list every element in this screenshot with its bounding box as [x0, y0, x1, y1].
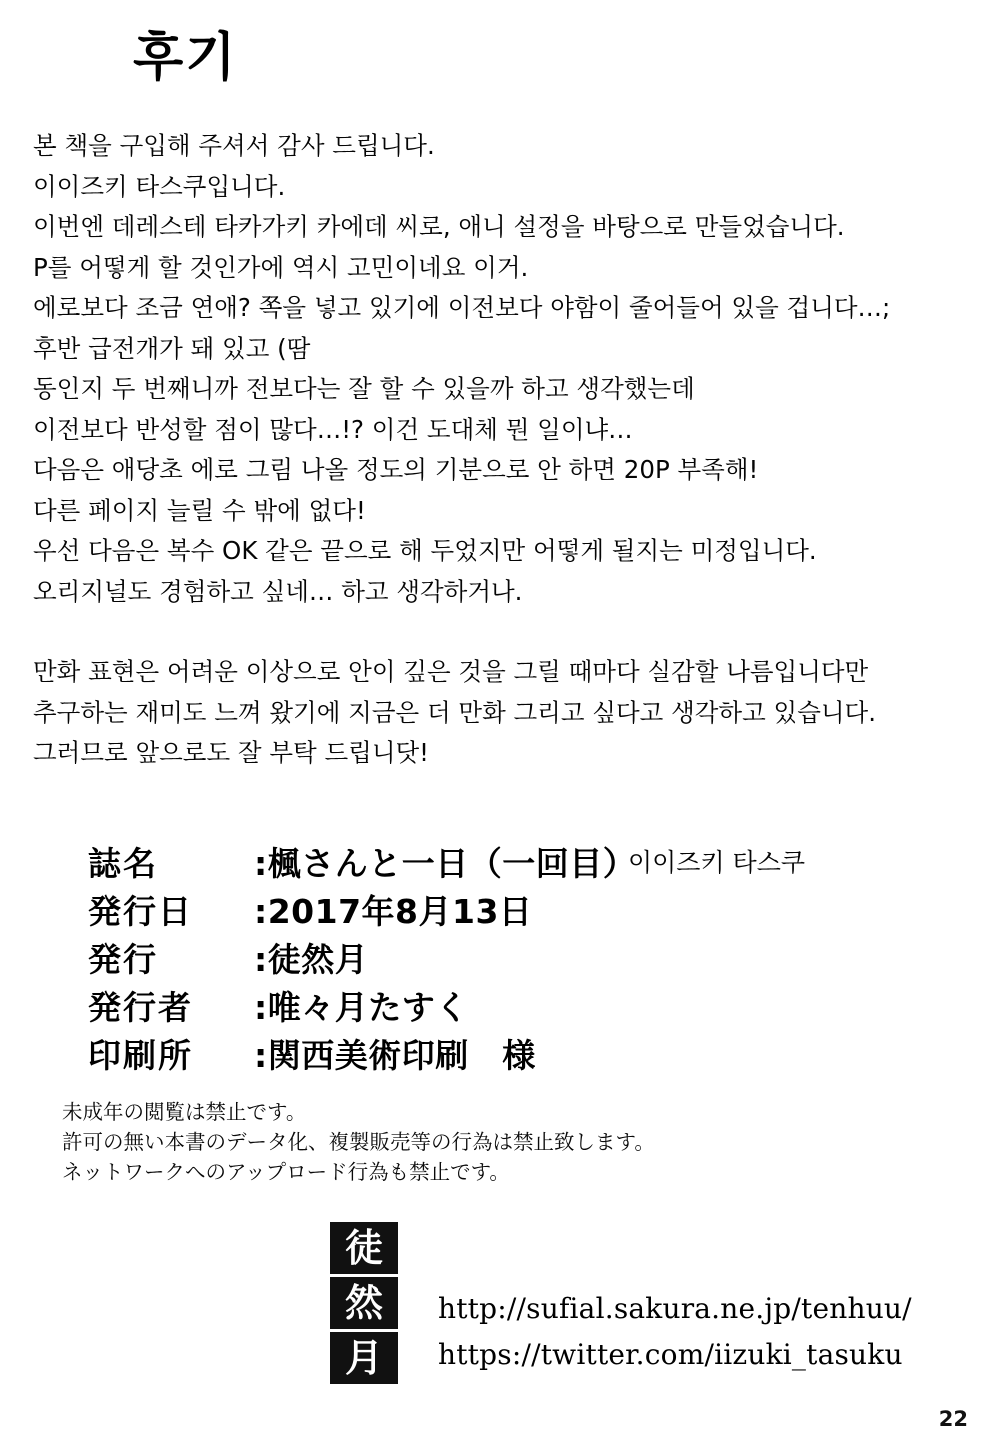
- colophon-value: :関西美術印刷 様: [254, 1036, 536, 1075]
- table-row: [88, 984, 636, 1032]
- afterword-line: 만화 표현은 어려운 이상으로 안이 깊은 것을 그릴 때마다 실감할 나름입니다만: [33, 657, 869, 686]
- publisher-logo: [330, 1222, 402, 1390]
- colophon-label: 発行: [88, 940, 158, 979]
- afterword-line: 동인지 두 번째니까 전보다는 잘 할 수 있을까 하고 생각했는데: [33, 374, 695, 403]
- colophon-value: :唯々月たすく: [254, 988, 469, 1027]
- afterword-line: 이번엔 데레스테 타카가키 카에데 씨로, 애니 설정을 바탕으로 만들었습니다.: [33, 212, 845, 241]
- logo-char: 月: [330, 1332, 398, 1384]
- page-number: 22: [938, 1407, 968, 1431]
- page-title: 후기: [133, 28, 238, 88]
- colophon-value: :楓さんと一日（一回目）: [254, 844, 637, 883]
- paragraph-spacer: [33, 612, 953, 652]
- afterword-line: 추구하는 재미도 느껴 왔기에 지금은 더 만화 그리고 싶다고 생각하고 있습니다.: [33, 697, 877, 727]
- afterword-line: P를 어떻게 할 것인가에 역시 고민이네요 이거.: [33, 252, 529, 282]
- twitter-url[interactable]: https://twitter.com/iizuki_tasuku: [438, 1338, 903, 1371]
- afterword-text: [33, 126, 953, 774]
- afterword-line: 본 책을 구입해 주셔서 감사 드립니다.: [33, 131, 435, 160]
- colophon-value: :2017年8月13日: [254, 892, 533, 931]
- afterword-line: 우선 다음은 복수 OK 같은 끝으로 해 두었지만 어떻게 될지는 미정입니다.: [33, 536, 817, 565]
- afterword-line: 이전보다 반성할 점이 많다…!? 이건 도대체 뭔 일이냐…: [33, 414, 633, 444]
- logo-char: 徒: [330, 1222, 398, 1274]
- colophon-block: [88, 840, 968, 1080]
- colophon-label: 誌名: [88, 844, 158, 883]
- notice-line: ネットワークへのアップロード行為も禁止です。: [62, 1160, 510, 1184]
- table-row: [88, 936, 636, 984]
- afterword-line: 후반 급전개가 돼 있고 (땀: [33, 333, 311, 363]
- afterword-line: 이이즈키 타스쿠입니다.: [33, 171, 286, 201]
- afterword-line: 다른 페이지 늘릴 수 밖에 없다!: [33, 495, 366, 525]
- colophon-label: 印刷所: [88, 1036, 193, 1075]
- colophon-table: [88, 840, 636, 1080]
- afterword-line: 오리지널도 경험하고 싶네… 하고 생각하거나.: [33, 576, 523, 606]
- table-row: [88, 840, 636, 888]
- logo-char: 然: [330, 1277, 398, 1329]
- afterword-line: 에로보다 조금 연애? 쪽을 넣고 있기에 이전보다 야함이 줄어들어 있을 겁니다…;: [33, 293, 891, 322]
- notice-line: 許可の無い本書のデータ化、複製販売等の行為は禁止致します。: [62, 1130, 655, 1154]
- colophon-label: 発行者: [88, 988, 193, 1027]
- table-row: [88, 1032, 636, 1080]
- contact-urls: [438, 1286, 912, 1378]
- author-credit: 이이즈키 타스쿠: [628, 848, 805, 877]
- afterword-line: 그러므로 앞으로도 잘 부탁 드립니닷!: [33, 738, 429, 767]
- table-row: [88, 888, 636, 936]
- colophon-label: 発行日: [88, 892, 193, 931]
- website-url[interactable]: http://sufial.sakura.ne.jp/tenhuu/: [438, 1292, 912, 1325]
- legal-notices: [62, 1097, 942, 1187]
- notice-line: 未成年の閲覧は禁止です。: [62, 1100, 307, 1124]
- colophon-value: :徒然月: [254, 940, 369, 979]
- afterword-line: 다음은 애당초 에로 그림 나올 정도의 기분으로 안 하면 20P 부족해!: [33, 455, 759, 484]
